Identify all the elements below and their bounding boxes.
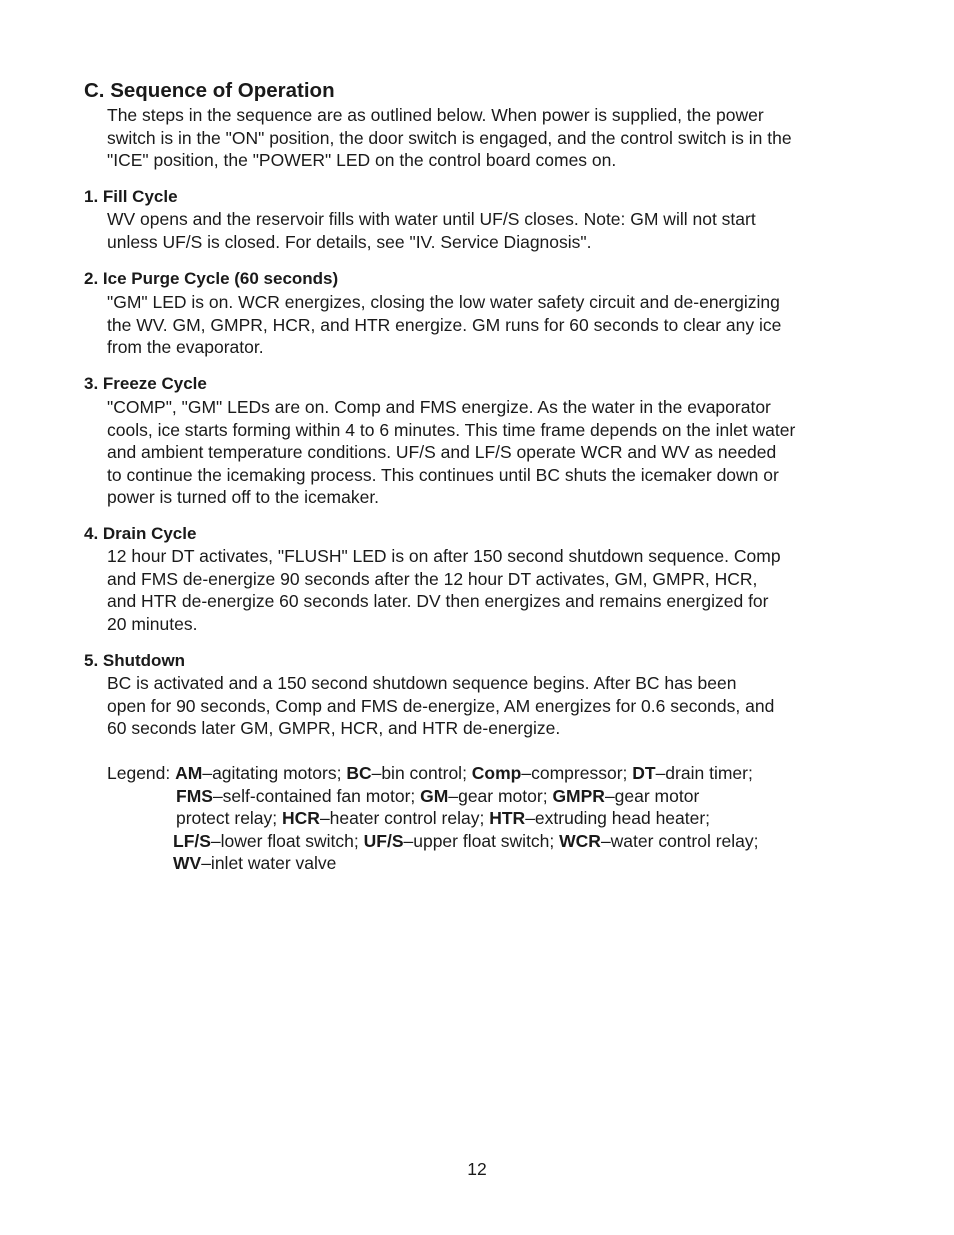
body-line: and HTR de-energize 60 seconds later. DV then energizes and remains energized for (107, 591, 769, 612)
legend-definition: –inlet water valve (201, 853, 337, 874)
body-line: WV opens and the reservoir fills with water until UF/S closes. Note: GM will not start (107, 209, 756, 229)
legend (107, 762, 759, 875)
legend-term: GM (420, 785, 449, 806)
legend-term: GMPR (552, 785, 605, 806)
legend-line (107, 830, 759, 853)
legend-term: DT (632, 763, 656, 783)
legend-term: HCR (282, 808, 320, 829)
legend-line (107, 785, 759, 808)
intro-line: "ICE" position, the "POWER" LED on the control board comes on. (107, 150, 617, 171)
section-title-drain-cycle: 4. Drain Cycle (84, 524, 197, 543)
section-title-fill-cycle: 1. Fill Cycle (84, 187, 178, 206)
body-line: 12 hour DT activates, "FLUSH" LED is on after 150 second shutdown sequence. Comp (107, 546, 781, 566)
legend-term: UF/S (363, 830, 404, 851)
body-line: 20 minutes. (107, 613, 198, 634)
legend-term: WCR (559, 830, 601, 851)
section-body-drain-cycle (107, 545, 781, 635)
body-line: the WV. GM, GMPR, HCR, and HTR energize. GM runs for 60 seconds to clear any ice (107, 314, 782, 335)
section-title-shutdown: 5. Shutdown (84, 651, 186, 670)
body-line: and ambient temperature conditions. UF/S and LF/S operate WCR and WV as needed (107, 442, 777, 463)
section-title-ice-purge-cycle: 2. Ice Purge Cycle (60 seconds) (84, 269, 339, 288)
body-line: BC is activated and a 150 second shutdown sequence begins. After BC has been (107, 673, 737, 693)
body-line: open for 90 seconds, Comp and FMS de-energize, AM energizes for 0.6 seconds, and (107, 695, 775, 716)
section-body-shutdown (107, 672, 774, 740)
section-body-ice-purge-cycle (107, 291, 781, 359)
intro-paragraph (107, 104, 792, 172)
legend-term: HTR (489, 808, 526, 829)
legend-label: Legend: (107, 763, 176, 783)
page-heading: C. Sequence of Operation (84, 79, 335, 102)
legend-term: WV (173, 853, 202, 874)
body-line: unless UF/S is closed. For details, see "IV. Service Diagnosis". (107, 231, 592, 252)
legend-definition: –extruding head heater; (525, 808, 711, 829)
body-line: 60 seconds later GM, GMPR, HCR, and HTR de-energize. (107, 718, 561, 739)
legend-definition: –bin control; (371, 763, 472, 783)
body-line: power is turned off to the icemaker. (107, 487, 380, 508)
legend-definition: –drain timer; (655, 763, 753, 783)
body-line: and FMS de-energize 90 seconds after the 12 hour DT activates, GM, GMPR, HCR, (107, 568, 758, 589)
legend-term: Comp (471, 763, 522, 783)
intro-line: The steps in the sequence are as outlined below. When power is supplied, the power (107, 105, 764, 125)
legend-term: LF/S (173, 830, 211, 851)
legend-line (107, 807, 759, 830)
body-line: "COMP", "GM" LEDs are on. Comp and FMS energize. As the water in the evaporator (107, 397, 771, 417)
legend-line (107, 852, 759, 875)
legend-term: BC (346, 763, 372, 783)
section-body-freeze-cycle (107, 396, 795, 509)
legend-definition: –self-contained fan motor; (212, 785, 421, 806)
legend-definition: –agitating motors; (202, 763, 347, 783)
legend-definition: –water control relay; (600, 830, 759, 851)
legend-definition: –gear motor; (448, 785, 553, 806)
body-line: "GM" LED is on. WCR energizes, closing the low water safety circuit and de-energizing (107, 292, 780, 312)
legend-definition: –upper float switch; (403, 830, 560, 851)
legend-definition: –lower float switch; (210, 830, 364, 851)
legend-definition: –compressor; (521, 763, 633, 783)
intro-line: switch is in the "ON" position, the door switch is engaged, and the control switch is in the (107, 127, 792, 148)
legend-definition: protect relay; (176, 808, 283, 829)
section-title-freeze-cycle: 3. Freeze Cycle (84, 374, 207, 393)
body-line: to continue the icemaking process. This continues until BC shuts the icemaker down or (107, 464, 779, 485)
legend-term: AM (175, 763, 203, 783)
body-line: from the evaporator. (107, 337, 264, 358)
section-body-fill-cycle (107, 208, 756, 253)
legend-definition: –gear motor (604, 785, 700, 806)
legend-line (107, 762, 759, 785)
legend-definition: –heater control relay; (319, 808, 490, 829)
body-line: cools, ice starts forming within 4 to 6 minutes. This time frame depends on the inlet water (107, 419, 796, 440)
page-number: 12 (467, 1159, 487, 1179)
legend-term: FMS (176, 785, 213, 806)
